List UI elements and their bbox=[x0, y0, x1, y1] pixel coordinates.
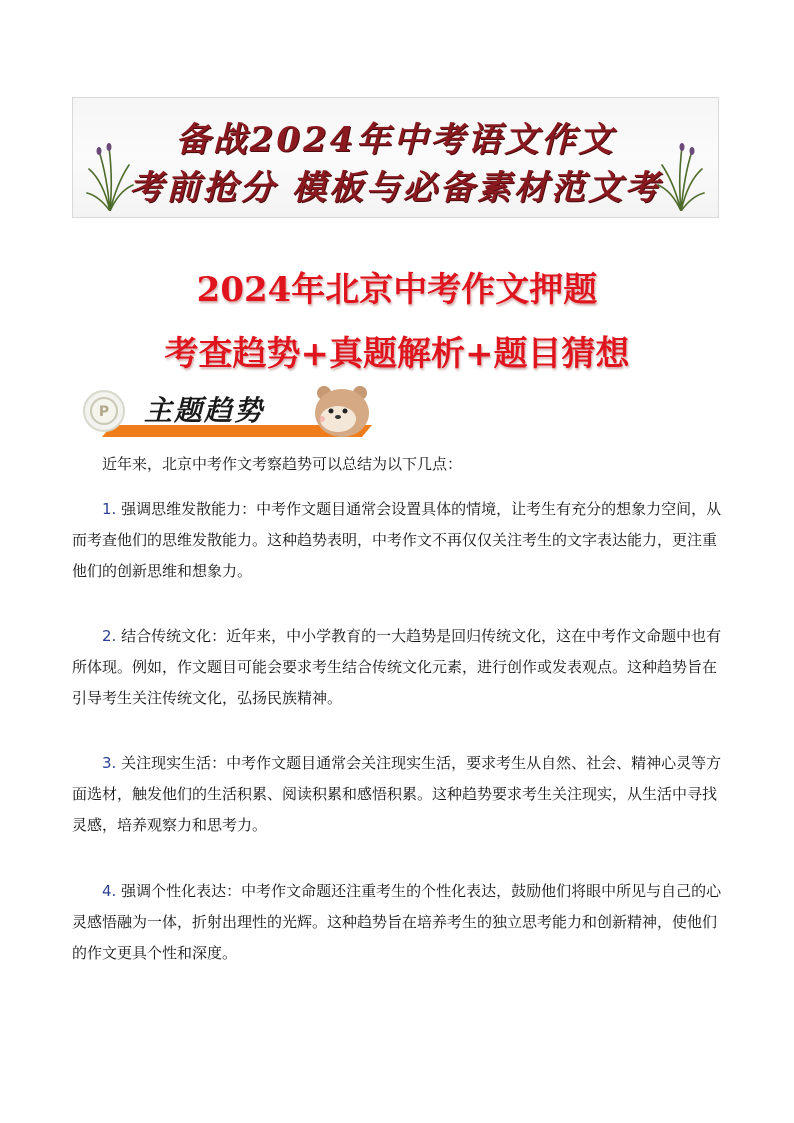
section-label: 主题趋势 bbox=[144, 394, 265, 427]
header-banner bbox=[72, 97, 719, 218]
bear-mascot-icon bbox=[308, 383, 378, 441]
item-text: 强调个性化表达：中考作文命题还注重考生的个性化表达，鼓励他们将眼中所见与自己的心灵感悟融为一体，折射出理性的光辉。这种趋势旨在培养考生的独立思考能力和创新精神，使他们的作文更具个性和深度。 bbox=[72, 882, 722, 962]
item-number: 1. bbox=[102, 500, 117, 518]
page-title: 2024年北京中考作文押题 bbox=[196, 270, 598, 310]
section-header-theme-trend bbox=[72, 381, 393, 441]
item-number: 4. bbox=[102, 882, 117, 900]
item-text: 结合传统文化：近年来，中小学教育的一大趋势是回归传统文化，这在中考作文命题中也有所体现。例如，作文题目可能会要求考生结合传统文化元素，进行创作或发表观点。这种趋势旨在引导考生关注传统文化，弘扬民族精神。 bbox=[72, 627, 722, 707]
orchid-grass-icon bbox=[656, 141, 706, 211]
banner-title-line1: 备战2024年中考语文作文 bbox=[175, 120, 616, 160]
item-text: 强调思维发散能力：中考作文题目通常会设置具体的情境，让考生有充分的想象力空间，从而考查他们的思维发散能力。这种趋势表明，中考作文不再仅仅关注考生的文字表达能力，更注重他们的创新思维和想象力。 bbox=[72, 500, 722, 580]
list-item bbox=[72, 876, 722, 969]
svg-text:P: P bbox=[98, 404, 110, 420]
intro-paragraph: 近年来，北京中考作文考察趋势可以总结为以下几点： bbox=[102, 455, 463, 473]
list-item bbox=[72, 621, 722, 714]
list-item bbox=[72, 748, 722, 841]
page-subtitle: 考查趋势+真题解析+题目猜想 bbox=[164, 334, 630, 374]
banner-title-line2: 考前抢分 模板与必备素材范文考 bbox=[129, 168, 662, 208]
list-item bbox=[72, 494, 722, 587]
item-number: 3. bbox=[102, 754, 117, 772]
item-number: 2. bbox=[102, 627, 117, 645]
item-text: 关注现实生活：中考作文题目通常会关注现实生活，要求考生从自然、社会、精神心灵等方面选材，触发他们的生活积累、阅读积累和感悟积累。这种趋势要求考生关注现实，从生活中寻找灵感，培养观察力和思考力。 bbox=[72, 754, 722, 834]
p-badge-icon bbox=[84, 391, 124, 431]
